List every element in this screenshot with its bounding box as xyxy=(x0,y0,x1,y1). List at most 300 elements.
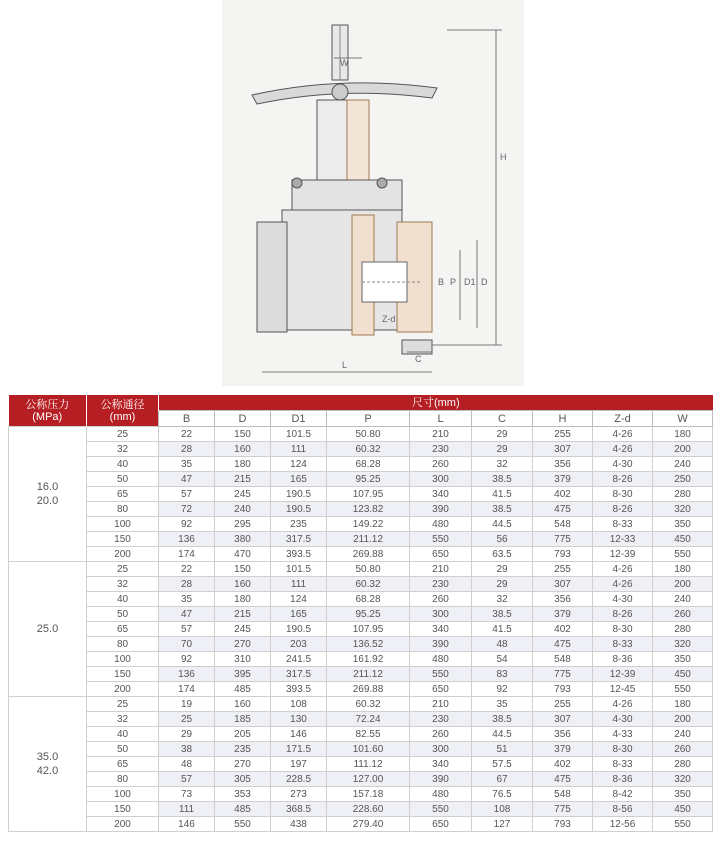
dimension-cell: 108 xyxy=(271,697,327,712)
dimension-cell: 101.60 xyxy=(327,742,410,757)
dimension-cell: 438 xyxy=(271,817,327,832)
dimension-cell: 57.5 xyxy=(472,757,533,772)
dimension-cell: 390 xyxy=(410,502,472,517)
bore-cell: 80 xyxy=(87,772,159,787)
dimension-cell: 57 xyxy=(159,487,215,502)
dimension-cell: 270 xyxy=(215,757,271,772)
dimension-cell: 8-30 xyxy=(593,487,653,502)
dimension-cell: 44.5 xyxy=(472,517,533,532)
dimension-cell: 260 xyxy=(410,727,472,742)
dimension-cell: 215 xyxy=(215,607,271,622)
dimension-cell: 273 xyxy=(271,787,327,802)
dim-label-b: B xyxy=(438,277,445,287)
table-row xyxy=(9,622,713,637)
dimension-cell: 95.25 xyxy=(327,607,410,622)
dim-label-h: H xyxy=(500,152,507,162)
dimension-cell: 470 xyxy=(215,547,271,562)
dimension-cell: 356 xyxy=(533,727,593,742)
dimension-cell: 205 xyxy=(215,727,271,742)
dimension-cell: 12-39 xyxy=(593,667,653,682)
dimension-cell: 57 xyxy=(159,622,215,637)
table-row xyxy=(9,757,713,772)
dimension-cell: 260 xyxy=(653,742,713,757)
dimension-cell: 180 xyxy=(215,592,271,607)
dimension-cell: 380 xyxy=(215,532,271,547)
table-row xyxy=(9,742,713,757)
dimension-cell: 95.25 xyxy=(327,472,410,487)
bore-cell: 32 xyxy=(87,712,159,727)
dimension-cell: 255 xyxy=(533,427,593,442)
dimension-cell: 174 xyxy=(159,547,215,562)
dimension-cell: 450 xyxy=(653,532,713,547)
dimension-cell: 8-26 xyxy=(593,472,653,487)
bore-cell: 200 xyxy=(87,817,159,832)
dimension-cell: 4-26 xyxy=(593,442,653,457)
dimension-cell: 317.5 xyxy=(271,667,327,682)
dimension-cell: 38.5 xyxy=(472,472,533,487)
dimension-cell: 8-56 xyxy=(593,802,653,817)
dimension-cell: 83 xyxy=(472,667,533,682)
dimension-cell: 180 xyxy=(653,427,713,442)
dimension-cell: 307 xyxy=(533,442,593,457)
dimension-cell: 228.5 xyxy=(271,772,327,787)
table-row xyxy=(9,472,713,487)
dimension-cell: 279.40 xyxy=(327,817,410,832)
dimension-cell: 127.00 xyxy=(327,772,410,787)
dimension-cell: 136 xyxy=(159,532,215,547)
table-row xyxy=(9,652,713,667)
dimension-cell: 793 xyxy=(533,547,593,562)
dimension-cell: 28 xyxy=(159,577,215,592)
dimension-cell: 4-33 xyxy=(593,727,653,742)
dimension-cell: 260 xyxy=(410,457,472,472)
dimension-cell: 136 xyxy=(159,667,215,682)
dimension-cell: 4-30 xyxy=(593,457,653,472)
dimension-cell: 47 xyxy=(159,607,215,622)
dimension-cell: 230 xyxy=(410,442,472,457)
dimension-cell: 480 xyxy=(410,517,472,532)
bore-cell: 32 xyxy=(87,577,159,592)
dimension-cell: 241.5 xyxy=(271,652,327,667)
dimension-cell: 379 xyxy=(533,607,593,622)
table-row xyxy=(9,697,713,712)
dimension-cell: 8-36 xyxy=(593,652,653,667)
dimension-cell: 402 xyxy=(533,487,593,502)
column-header: W xyxy=(653,411,713,427)
dimension-cell: 793 xyxy=(533,682,593,697)
dimension-cell: 356 xyxy=(533,592,593,607)
valve-drawing xyxy=(222,0,524,386)
column-header: C xyxy=(472,411,533,427)
dimension-cell: 32 xyxy=(472,592,533,607)
dimension-cell: 775 xyxy=(533,532,593,547)
dimension-cell: 8-33 xyxy=(593,637,653,652)
dimension-cell: 307 xyxy=(533,577,593,592)
dimension-cell: 160 xyxy=(215,697,271,712)
bore-cell: 32 xyxy=(87,442,159,457)
dimension-cell: 180 xyxy=(653,562,713,577)
column-header: D1 xyxy=(271,411,327,427)
dim-label-w: W xyxy=(340,58,349,68)
dimension-cell: 475 xyxy=(533,772,593,787)
dimension-cell: 230 xyxy=(410,712,472,727)
dimension-cell: 50.80 xyxy=(327,427,410,442)
dimension-cell: 92 xyxy=(159,652,215,667)
dimension-cell: 395 xyxy=(215,667,271,682)
dimension-cell: 29 xyxy=(159,727,215,742)
dimension-cell: 240 xyxy=(653,592,713,607)
dimension-cell: 38.5 xyxy=(472,502,533,517)
dimension-cell: 180 xyxy=(653,697,713,712)
dimension-cell: 60.32 xyxy=(327,442,410,457)
dimension-cell: 56 xyxy=(472,532,533,547)
dimension-cell: 12-45 xyxy=(593,682,653,697)
dimension-cell: 123.82 xyxy=(327,502,410,517)
dimension-cell: 190.5 xyxy=(271,502,327,517)
dimension-cell: 12-33 xyxy=(593,532,653,547)
dimension-cell: 111 xyxy=(159,802,215,817)
dimension-cell: 215 xyxy=(215,472,271,487)
header-bore: 公称通径 (mm) xyxy=(87,395,159,427)
table-row xyxy=(9,607,713,622)
pressure-group-cell: 16.0 20.0 xyxy=(9,427,87,562)
column-header: H xyxy=(533,411,593,427)
dimension-cell: 775 xyxy=(533,802,593,817)
bore-cell: 25 xyxy=(87,562,159,577)
bore-cell: 50 xyxy=(87,472,159,487)
dimension-cell: 340 xyxy=(410,622,472,637)
dimension-cell: 22 xyxy=(159,427,215,442)
dimension-cell: 54 xyxy=(472,652,533,667)
dimension-cell: 379 xyxy=(533,472,593,487)
dimension-cell: 356 xyxy=(533,457,593,472)
dimension-cell: 320 xyxy=(653,637,713,652)
dimension-cell: 320 xyxy=(653,502,713,517)
spec-body xyxy=(9,427,713,832)
dimension-cell: 480 xyxy=(410,787,472,802)
dimension-cell: 350 xyxy=(653,517,713,532)
table-row xyxy=(9,727,713,742)
dimension-cell: 240 xyxy=(653,727,713,742)
table-row xyxy=(9,667,713,682)
dimension-cell: 340 xyxy=(410,487,472,502)
dimension-cell: 480 xyxy=(410,652,472,667)
dimension-cell: 41.5 xyxy=(472,487,533,502)
dimension-cell: 174 xyxy=(159,682,215,697)
dimension-cell: 650 xyxy=(410,817,472,832)
column-header: B xyxy=(159,411,215,427)
column-header: Z-d xyxy=(593,411,653,427)
dimension-cell: 48 xyxy=(159,757,215,772)
dimension-cell: 165 xyxy=(271,607,327,622)
dimension-cell: 8-26 xyxy=(593,607,653,622)
bore-cell: 25 xyxy=(87,427,159,442)
dimension-cell: 8-30 xyxy=(593,742,653,757)
bore-cell: 65 xyxy=(87,487,159,502)
dimension-cell: 72 xyxy=(159,502,215,517)
dimension-cell: 250 xyxy=(653,472,713,487)
dimension-cell: 402 xyxy=(533,622,593,637)
dimension-cell: 280 xyxy=(653,622,713,637)
dimension-cell: 108 xyxy=(472,802,533,817)
dimension-cell: 280 xyxy=(653,757,713,772)
dimension-cell: 76.5 xyxy=(472,787,533,802)
dimension-cell: 44.5 xyxy=(472,727,533,742)
dimension-cell: 130 xyxy=(271,712,327,727)
dimension-cell: 317.5 xyxy=(271,532,327,547)
bore-cell: 25 xyxy=(87,697,159,712)
dimension-cell: 450 xyxy=(653,667,713,682)
bore-cell: 100 xyxy=(87,787,159,802)
dimension-cell: 300 xyxy=(410,472,472,487)
table-row xyxy=(9,427,713,442)
bore-cell: 65 xyxy=(87,757,159,772)
dimension-cell: 35 xyxy=(159,592,215,607)
dimension-cell: 280 xyxy=(653,487,713,502)
table-row xyxy=(9,817,713,832)
dimension-cell: 235 xyxy=(215,742,271,757)
dimension-cell: 111 xyxy=(271,442,327,457)
dimension-cell: 4-30 xyxy=(593,592,653,607)
dimension-cell: 92 xyxy=(472,682,533,697)
dimension-cell: 8-42 xyxy=(593,787,653,802)
dimension-cell: 485 xyxy=(215,682,271,697)
dimension-cell: 200 xyxy=(653,712,713,727)
dimension-cell: 353 xyxy=(215,787,271,802)
dim-label-d: D xyxy=(481,277,488,287)
dimension-cell: 68.28 xyxy=(327,592,410,607)
dimension-cell: 82.55 xyxy=(327,727,410,742)
dimension-cell: 8-33 xyxy=(593,757,653,772)
dimension-cell: 180 xyxy=(215,457,271,472)
bore-cell: 80 xyxy=(87,502,159,517)
dimension-cell: 185 xyxy=(215,712,271,727)
dimension-cell: 203 xyxy=(271,637,327,652)
dimension-cell: 240 xyxy=(653,457,713,472)
dimension-cell: 550 xyxy=(215,817,271,832)
dimension-cell: 48 xyxy=(472,637,533,652)
dimension-cell: 650 xyxy=(410,682,472,697)
dim-label-zd: Z-d xyxy=(382,314,396,324)
dimension-cell: 548 xyxy=(533,652,593,667)
column-header: L xyxy=(410,411,472,427)
dimension-cell: 4-30 xyxy=(593,712,653,727)
dimension-cell: 8-26 xyxy=(593,502,653,517)
dimension-cell: 393.5 xyxy=(271,547,327,562)
dimension-cell: 4-26 xyxy=(593,562,653,577)
dim-label-d1: D1 xyxy=(464,277,476,287)
dimension-cell: 67 xyxy=(472,772,533,787)
dimension-cell: 150 xyxy=(215,562,271,577)
dimension-cell: 548 xyxy=(533,517,593,532)
dimension-cell: 211.12 xyxy=(327,532,410,547)
dimension-cell: 390 xyxy=(410,637,472,652)
bore-cell: 50 xyxy=(87,607,159,622)
dimension-cell: 51 xyxy=(472,742,533,757)
dimension-cell: 107.95 xyxy=(327,622,410,637)
dimension-cell: 92 xyxy=(159,517,215,532)
dimension-cell: 57 xyxy=(159,772,215,787)
bore-cell: 65 xyxy=(87,622,159,637)
dimension-cell: 270 xyxy=(215,637,271,652)
dimension-cell: 8-33 xyxy=(593,517,653,532)
dimension-cell: 402 xyxy=(533,757,593,772)
dimension-cell: 775 xyxy=(533,667,593,682)
dimension-cell: 101.5 xyxy=(271,562,327,577)
dimension-cell: 124 xyxy=(271,592,327,607)
dimension-cell: 550 xyxy=(653,817,713,832)
dimension-cell: 35 xyxy=(472,697,533,712)
dimension-cell: 28 xyxy=(159,442,215,457)
dimension-cell: 29 xyxy=(472,562,533,577)
dimension-cell: 136.52 xyxy=(327,637,410,652)
dimension-cell: 47 xyxy=(159,472,215,487)
dimension-cell: 38.5 xyxy=(472,607,533,622)
dimension-cell: 475 xyxy=(533,637,593,652)
dimension-cell: 4-26 xyxy=(593,697,653,712)
dimension-cell: 228.60 xyxy=(327,802,410,817)
dimension-cell: 650 xyxy=(410,547,472,562)
table-row xyxy=(9,502,713,517)
dimension-cell: 200 xyxy=(653,442,713,457)
dimension-cell: 210 xyxy=(410,562,472,577)
table-row xyxy=(9,532,713,547)
pressure-group-cell: 35.0 42.0 xyxy=(9,697,87,832)
dim-label-p: P xyxy=(450,277,457,287)
dimension-cell: 379 xyxy=(533,742,593,757)
dimension-cell: 307 xyxy=(533,712,593,727)
dimension-cell: 548 xyxy=(533,787,593,802)
bore-cell: 150 xyxy=(87,802,159,817)
dimension-cell: 111 xyxy=(271,577,327,592)
dimension-cell: 200 xyxy=(653,577,713,592)
bore-cell: 80 xyxy=(87,637,159,652)
dimension-cell: 4-26 xyxy=(593,427,653,442)
dimension-cell: 157.18 xyxy=(327,787,410,802)
dimension-cell: 73 xyxy=(159,787,215,802)
dimension-cell: 320 xyxy=(653,772,713,787)
pressure-group-cell: 25.0 xyxy=(9,562,87,697)
dimension-cell: 269.88 xyxy=(327,547,410,562)
header-dims: 尺寸(mm) xyxy=(159,395,713,411)
table-row xyxy=(9,577,713,592)
dimension-cell: 393.5 xyxy=(271,682,327,697)
dimension-cell: 127 xyxy=(472,817,533,832)
dimension-cell: 29 xyxy=(472,442,533,457)
dimension-cell: 165 xyxy=(271,472,327,487)
column-header: P xyxy=(327,411,410,427)
dimension-cell: 161.92 xyxy=(327,652,410,667)
dimension-cell: 70 xyxy=(159,637,215,652)
dimension-cell: 12-39 xyxy=(593,547,653,562)
table-row xyxy=(9,712,713,727)
dimension-cell: 50.80 xyxy=(327,562,410,577)
dimension-cell: 340 xyxy=(410,757,472,772)
dimension-cell: 41.5 xyxy=(472,622,533,637)
dimension-cell: 350 xyxy=(653,787,713,802)
dimension-cell: 32 xyxy=(472,457,533,472)
table-row xyxy=(9,592,713,607)
header-pressure: 公称压力 (MPa) xyxy=(9,395,87,427)
dimension-cell: 211.12 xyxy=(327,667,410,682)
dimension-cell: 149.22 xyxy=(327,517,410,532)
dimension-cell: 550 xyxy=(653,682,713,697)
dimension-cell: 107.95 xyxy=(327,487,410,502)
table-row xyxy=(9,637,713,652)
table-row xyxy=(9,487,713,502)
dimension-cell: 475 xyxy=(533,502,593,517)
dimension-cell: 8-36 xyxy=(593,772,653,787)
dimension-cell: 25 xyxy=(159,712,215,727)
dimension-cell: 310 xyxy=(215,652,271,667)
dimension-cell: 60.32 xyxy=(327,697,410,712)
column-header: D xyxy=(215,411,271,427)
bore-cell: 100 xyxy=(87,652,159,667)
dimension-cell: 550 xyxy=(410,802,472,817)
bore-cell: 50 xyxy=(87,742,159,757)
dimension-cell: 111.12 xyxy=(327,757,410,772)
bore-cell: 150 xyxy=(87,667,159,682)
dimension-cell: 210 xyxy=(410,427,472,442)
dimension-cell: 295 xyxy=(215,517,271,532)
table-row xyxy=(9,787,713,802)
table-row xyxy=(9,442,713,457)
table-row xyxy=(9,547,713,562)
dimension-cell: 450 xyxy=(653,802,713,817)
spec-table xyxy=(8,395,713,832)
dimension-cell: 8-30 xyxy=(593,622,653,637)
table-row xyxy=(9,562,713,577)
dim-label-c: C xyxy=(415,354,422,364)
dimension-cell: 300 xyxy=(410,607,472,622)
dimension-cell: 245 xyxy=(215,487,271,502)
dimension-cell: 72.24 xyxy=(327,712,410,727)
dimension-cell: 300 xyxy=(410,742,472,757)
table-row xyxy=(9,517,713,532)
dimension-cell: 146 xyxy=(271,727,327,742)
dimension-cell: 38.5 xyxy=(472,712,533,727)
dimension-cell: 197 xyxy=(271,757,327,772)
table-row xyxy=(9,457,713,472)
dimension-cell: 63.5 xyxy=(472,547,533,562)
dimension-cell: 60.32 xyxy=(327,577,410,592)
dimension-cell: 29 xyxy=(472,577,533,592)
dimension-cell: 190.5 xyxy=(271,622,327,637)
dimension-cell: 485 xyxy=(215,802,271,817)
bore-cell: 40 xyxy=(87,592,159,607)
dimension-cell: 171.5 xyxy=(271,742,327,757)
dimension-cell: 305 xyxy=(215,772,271,787)
dimension-cell: 390 xyxy=(410,772,472,787)
dimension-cell: 245 xyxy=(215,622,271,637)
valve-cross-section xyxy=(222,0,524,386)
dimension-cell: 230 xyxy=(410,577,472,592)
spec-table-container xyxy=(8,395,712,832)
dimension-cell: 12-56 xyxy=(593,817,653,832)
bore-cell: 200 xyxy=(87,547,159,562)
dimension-cell: 124 xyxy=(271,457,327,472)
dimension-cell: 550 xyxy=(653,547,713,562)
dimension-cell: 235 xyxy=(271,517,327,532)
bore-cell: 200 xyxy=(87,682,159,697)
dimension-cell: 101.5 xyxy=(271,427,327,442)
table-row xyxy=(9,682,713,697)
bore-cell: 150 xyxy=(87,532,159,547)
dimension-cell: 150 xyxy=(215,427,271,442)
table-row xyxy=(9,772,713,787)
dimension-cell: 255 xyxy=(533,562,593,577)
dimension-cell: 38 xyxy=(159,742,215,757)
